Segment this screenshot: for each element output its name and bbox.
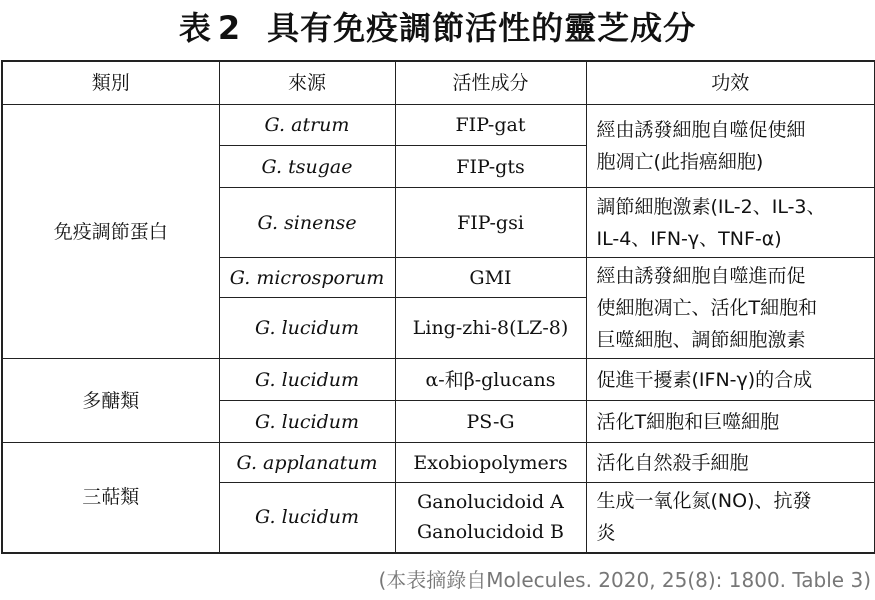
component-cell: FIP-gat (395, 105, 586, 146)
header-row (2, 61, 875, 105)
component-line: Ganolucidoid B (416, 521, 565, 544)
effect-cell (586, 105, 875, 188)
header-source: 來源 (219, 61, 395, 105)
header-effect: 功效 (586, 61, 875, 105)
table-title (0, 6, 875, 50)
effect-cell (586, 188, 875, 258)
source-cell: G. atrum (219, 105, 395, 146)
effect-cell (586, 258, 875, 359)
table-title-label: 表 (178, 9, 212, 47)
table-row (2, 443, 875, 483)
source-cell: G. lucidum (219, 401, 395, 443)
effect-line: 調節細胞激素(IL-2、IL-3、 (596, 195, 826, 218)
header-category: 類別 (2, 61, 219, 105)
table-row (2, 359, 875, 401)
source-cell: G. microsporum (219, 258, 395, 298)
component-cell: PS-G (395, 401, 586, 443)
effect-line: IL-4、IFN-γ、TNF-α) (596, 227, 782, 250)
effect-line: 胞凋亡(此指癌細胞) (596, 151, 764, 173)
component-cell: FIP-gsi (395, 188, 586, 258)
source-cell: G. lucidum (219, 359, 395, 401)
effect-line: 炎 (596, 522, 616, 545)
table-title-text: 具有免疫調節活性的靈芝成分 (267, 9, 697, 47)
source-cell: G. applanatum (219, 443, 395, 483)
header-component: 活性成分 (395, 61, 586, 105)
category-cell: 三萜類 (2, 443, 219, 553)
effect-cell: 活化T細胞和巨噬細胞 (586, 401, 875, 443)
source-cell: G. sinense (219, 188, 395, 258)
component-line: Ganolucidoid A (417, 491, 564, 514)
category-cell: 多醣類 (2, 359, 219, 443)
component-cell: GMI (395, 258, 586, 298)
source-footnote: (本表摘錄自Molecules. 2020, 25(8): 1800. Table 3) (378, 568, 871, 592)
effect-line: 經由誘發細胞自噬促使細 (596, 119, 806, 141)
table-number: 2 (217, 9, 242, 47)
source-cell: G. lucidum (219, 298, 395, 359)
component-cell (395, 483, 586, 553)
source-cell: G. tsugae (219, 146, 395, 188)
effect-line: 經由誘發細胞自噬進而促 (596, 265, 806, 287)
component-cell: FIP-gts (395, 146, 586, 188)
effect-cell (586, 483, 875, 553)
effect-line: 生成一氧化氮(NO)、抗發 (596, 490, 812, 513)
effect-line: 使細胞凋亡、活化T細胞和 (596, 297, 818, 319)
component-cell: Exobiopolymers (395, 443, 586, 483)
effect-cell: 促進干擾素(IFN-γ)的合成 (586, 359, 875, 401)
effect-line: 巨噬細胞、調節細胞激素 (596, 329, 806, 351)
effect-cell: 活化自然殺手細胞 (586, 443, 875, 483)
table-row (2, 105, 875, 146)
component-cell: Ling-zhi-8(LZ-8) (395, 298, 586, 359)
source-cell: G. lucidum (219, 483, 395, 553)
data-table (1, 60, 875, 554)
component-cell: α-和β-glucans (395, 359, 586, 401)
category-cell: 免疫調節蛋白 (2, 105, 219, 359)
